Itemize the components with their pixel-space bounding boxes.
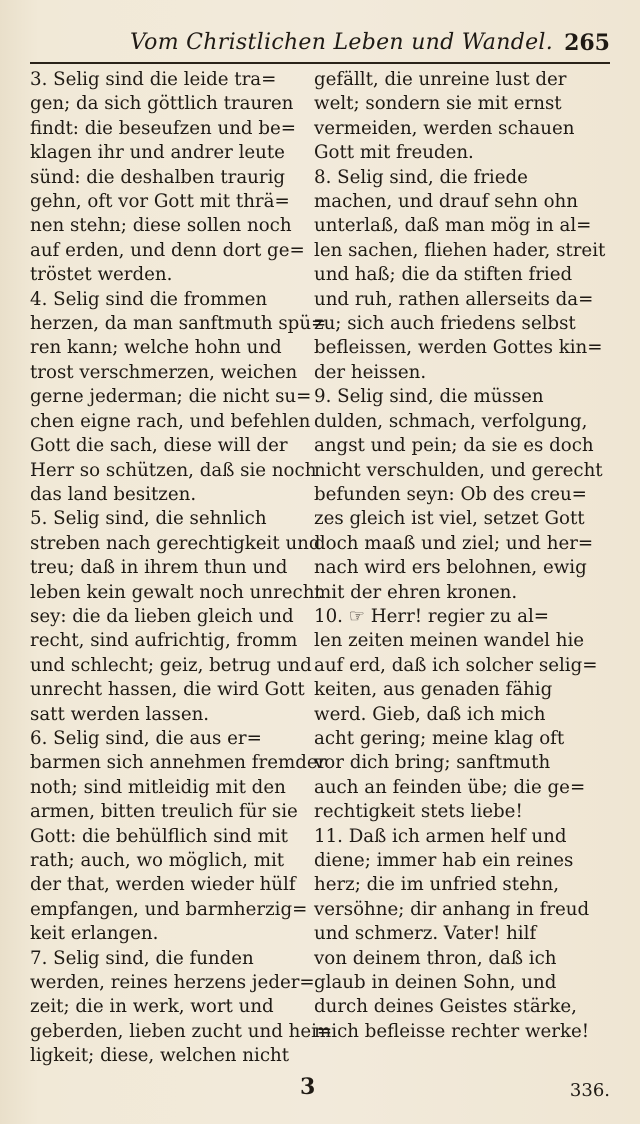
- text-line: rath; auch, wo möglich, mit: [30, 850, 285, 871]
- text-line: auch an feinden übe; die ge=: [314, 776, 586, 798]
- text-line: herzen, da man sanftmuth spü=: [30, 313, 327, 335]
- text-line: diene; immer hab ein reines: [314, 850, 574, 871]
- text-line: armen, bitten treulich für sie: [30, 801, 298, 823]
- catchword: 336.: [569, 1080, 610, 1101]
- text-line: 8. Selig sind, die friede: [314, 166, 528, 188]
- page-number: 265: [564, 30, 610, 56]
- text-line: und schmerz. Vater! hilf: [314, 923, 537, 945]
- text-line: Gott: die behülflich sind mit: [30, 825, 288, 847]
- text-line: vermeiden, werden schauen: [314, 117, 575, 139]
- text-line: gerne jederman; die nicht su=: [30, 386, 312, 408]
- text-line: Gott die sach, diese will der: [30, 435, 288, 457]
- text-line: unterlaß, daß man mög in al=: [314, 215, 592, 237]
- text-line: len zeiten meinen wandel hie: [314, 630, 585, 652]
- text-line: len sachen, fliehen hader, streit: [314, 239, 606, 261]
- text-line: klagen ihr und andrer leute: [30, 142, 285, 164]
- text-line: zu; sich auch friedens selbst: [314, 313, 576, 335]
- text-line: empfangen, und barmherzig=: [30, 898, 308, 920]
- text-line: 4. Selig sind die frommen: [30, 288, 268, 310]
- text-line: geberden, lieben zucht und hei=: [30, 1020, 333, 1042]
- text-line: Gott mit freuden.: [314, 142, 474, 164]
- text-line: nen stehn; diese sollen noch: [30, 215, 292, 237]
- text-line: werden, reines herzens jeder=: [30, 972, 315, 994]
- text-line: chen eigne rach, und befehlen: [30, 410, 311, 432]
- text-line: 10. ☞ Herr! regier zu al=: [314, 605, 550, 627]
- right-column: [314, 68, 604, 1044]
- text-line: und haß; die da stiften fried: [314, 264, 573, 286]
- text-line: ren kann; welche hohn und: [30, 337, 282, 359]
- text-line: mit der ehren kronen.: [314, 581, 518, 603]
- text-line: trost verschmerzen, weichen: [30, 361, 298, 383]
- text-line: sey: die da lieben gleich und: [30, 605, 294, 627]
- text-line: unrecht hassen, die wird Gott: [30, 679, 305, 701]
- text-line: werd. Gieb, daß ich mich: [314, 703, 546, 725]
- text-line: nach wird ers belohnen, ewig: [314, 557, 587, 579]
- text-line: der heissen.: [314, 361, 427, 383]
- text-line: barmen sich annehmen fremder: [30, 752, 327, 774]
- text-line: mich befleisse rechter werke!: [314, 1020, 590, 1042]
- text-line: gehn, oft vor Gott mit thrä=: [30, 191, 290, 213]
- text-line: acht gering; meine klag oft: [314, 727, 565, 749]
- text-line: auf erd, daß ich solcher selig=: [314, 654, 598, 676]
- text-line: satt werden lassen.: [30, 703, 210, 725]
- running-header: [30, 26, 610, 60]
- left-column: [30, 68, 333, 1069]
- text-line: vor dich bring; sanftmuth: [314, 752, 551, 774]
- text-line: 9. Selig sind, die müssen: [314, 386, 544, 408]
- text-line: findt: die beseufzen und be=: [30, 117, 296, 139]
- text-line: dulden, schmach, verfolgung,: [314, 410, 588, 432]
- text-line: recht, sind aufrichtig, fromm: [30, 630, 298, 652]
- running-title: Vom Christlichen Leben und Wandel.: [130, 30, 554, 55]
- signature-mark: 3: [300, 1074, 316, 1100]
- text-line: noth; sind mitleidig mit den: [30, 776, 286, 798]
- text-line: durch deines Geistes stärke,: [314, 996, 577, 1018]
- text-line: sünd: die deshalben traurig: [30, 166, 286, 188]
- text-line: gen; da sich göttlich trauren: [30, 93, 294, 115]
- page-footer: [30, 1074, 610, 1108]
- text-line: zes gleich ist viel, setzet Gott: [314, 508, 585, 530]
- text-line: herz; die im unfried stehn,: [314, 874, 559, 896]
- text-line: das land besitzen.: [30, 483, 197, 505]
- header-rule: [30, 62, 610, 64]
- text-line: leben kein gewalt noch unrecht: [30, 581, 322, 603]
- text-line: Herr so schützen, daß sie noch: [30, 459, 317, 481]
- text-line: keiten, aus genaden fähig: [314, 679, 553, 701]
- text-line: streben nach gerechtigkeit und: [30, 532, 321, 554]
- text-line: 6. Selig sind, die aus er=: [30, 727, 262, 749]
- text-line: machen, und drauf sehn ohn: [314, 191, 578, 213]
- text-line: keit erlangen.: [30, 923, 159, 945]
- text-line: ligkeit; diese, welchen nicht: [30, 1045, 290, 1067]
- text-line: gefällt, die unreine lust der: [314, 69, 567, 90]
- text-line: tröstet werden.: [30, 264, 173, 286]
- text-line: doch maaß und ziel; und her=: [314, 532, 594, 554]
- text-line: angst und pein; da sie es doch: [314, 435, 594, 457]
- text-line: der that, werden wieder hülf: [30, 874, 296, 896]
- text-line: rechtigkeit stets liebe!: [314, 801, 523, 823]
- text-line: glaub in deinen Sohn, und: [314, 972, 557, 994]
- text-line: 11. Daß ich armen helf und: [314, 825, 567, 847]
- text-line: 7. Selig sind, die funden: [30, 947, 254, 969]
- text-line: von deinem thron, daß ich: [314, 947, 557, 969]
- text-line: zeit; die in werk, wort und: [30, 996, 274, 1018]
- text-line: treu; daß in ihrem thun und: [30, 557, 288, 579]
- text-line: nicht verschulden, und gerecht: [314, 459, 603, 481]
- text-line: auf erden, und denn dort ge=: [30, 239, 305, 261]
- text-line: befunden seyn: Ob des creu=: [314, 483, 587, 505]
- text-line: und ruh, rathen allerseits da=: [314, 288, 594, 310]
- text-line: 3. Selig sind die leide tra=: [30, 69, 277, 90]
- text-line: versöhne; dir anhang in freud: [314, 898, 590, 920]
- text-line: befleissen, werden Gottes kin=: [314, 337, 603, 359]
- text-line: und schlecht; geiz, betrug und: [30, 654, 312, 676]
- text-line: 5. Selig sind, die sehnlich: [30, 508, 267, 530]
- text-line: welt; sondern sie mit ernst: [314, 93, 562, 115]
